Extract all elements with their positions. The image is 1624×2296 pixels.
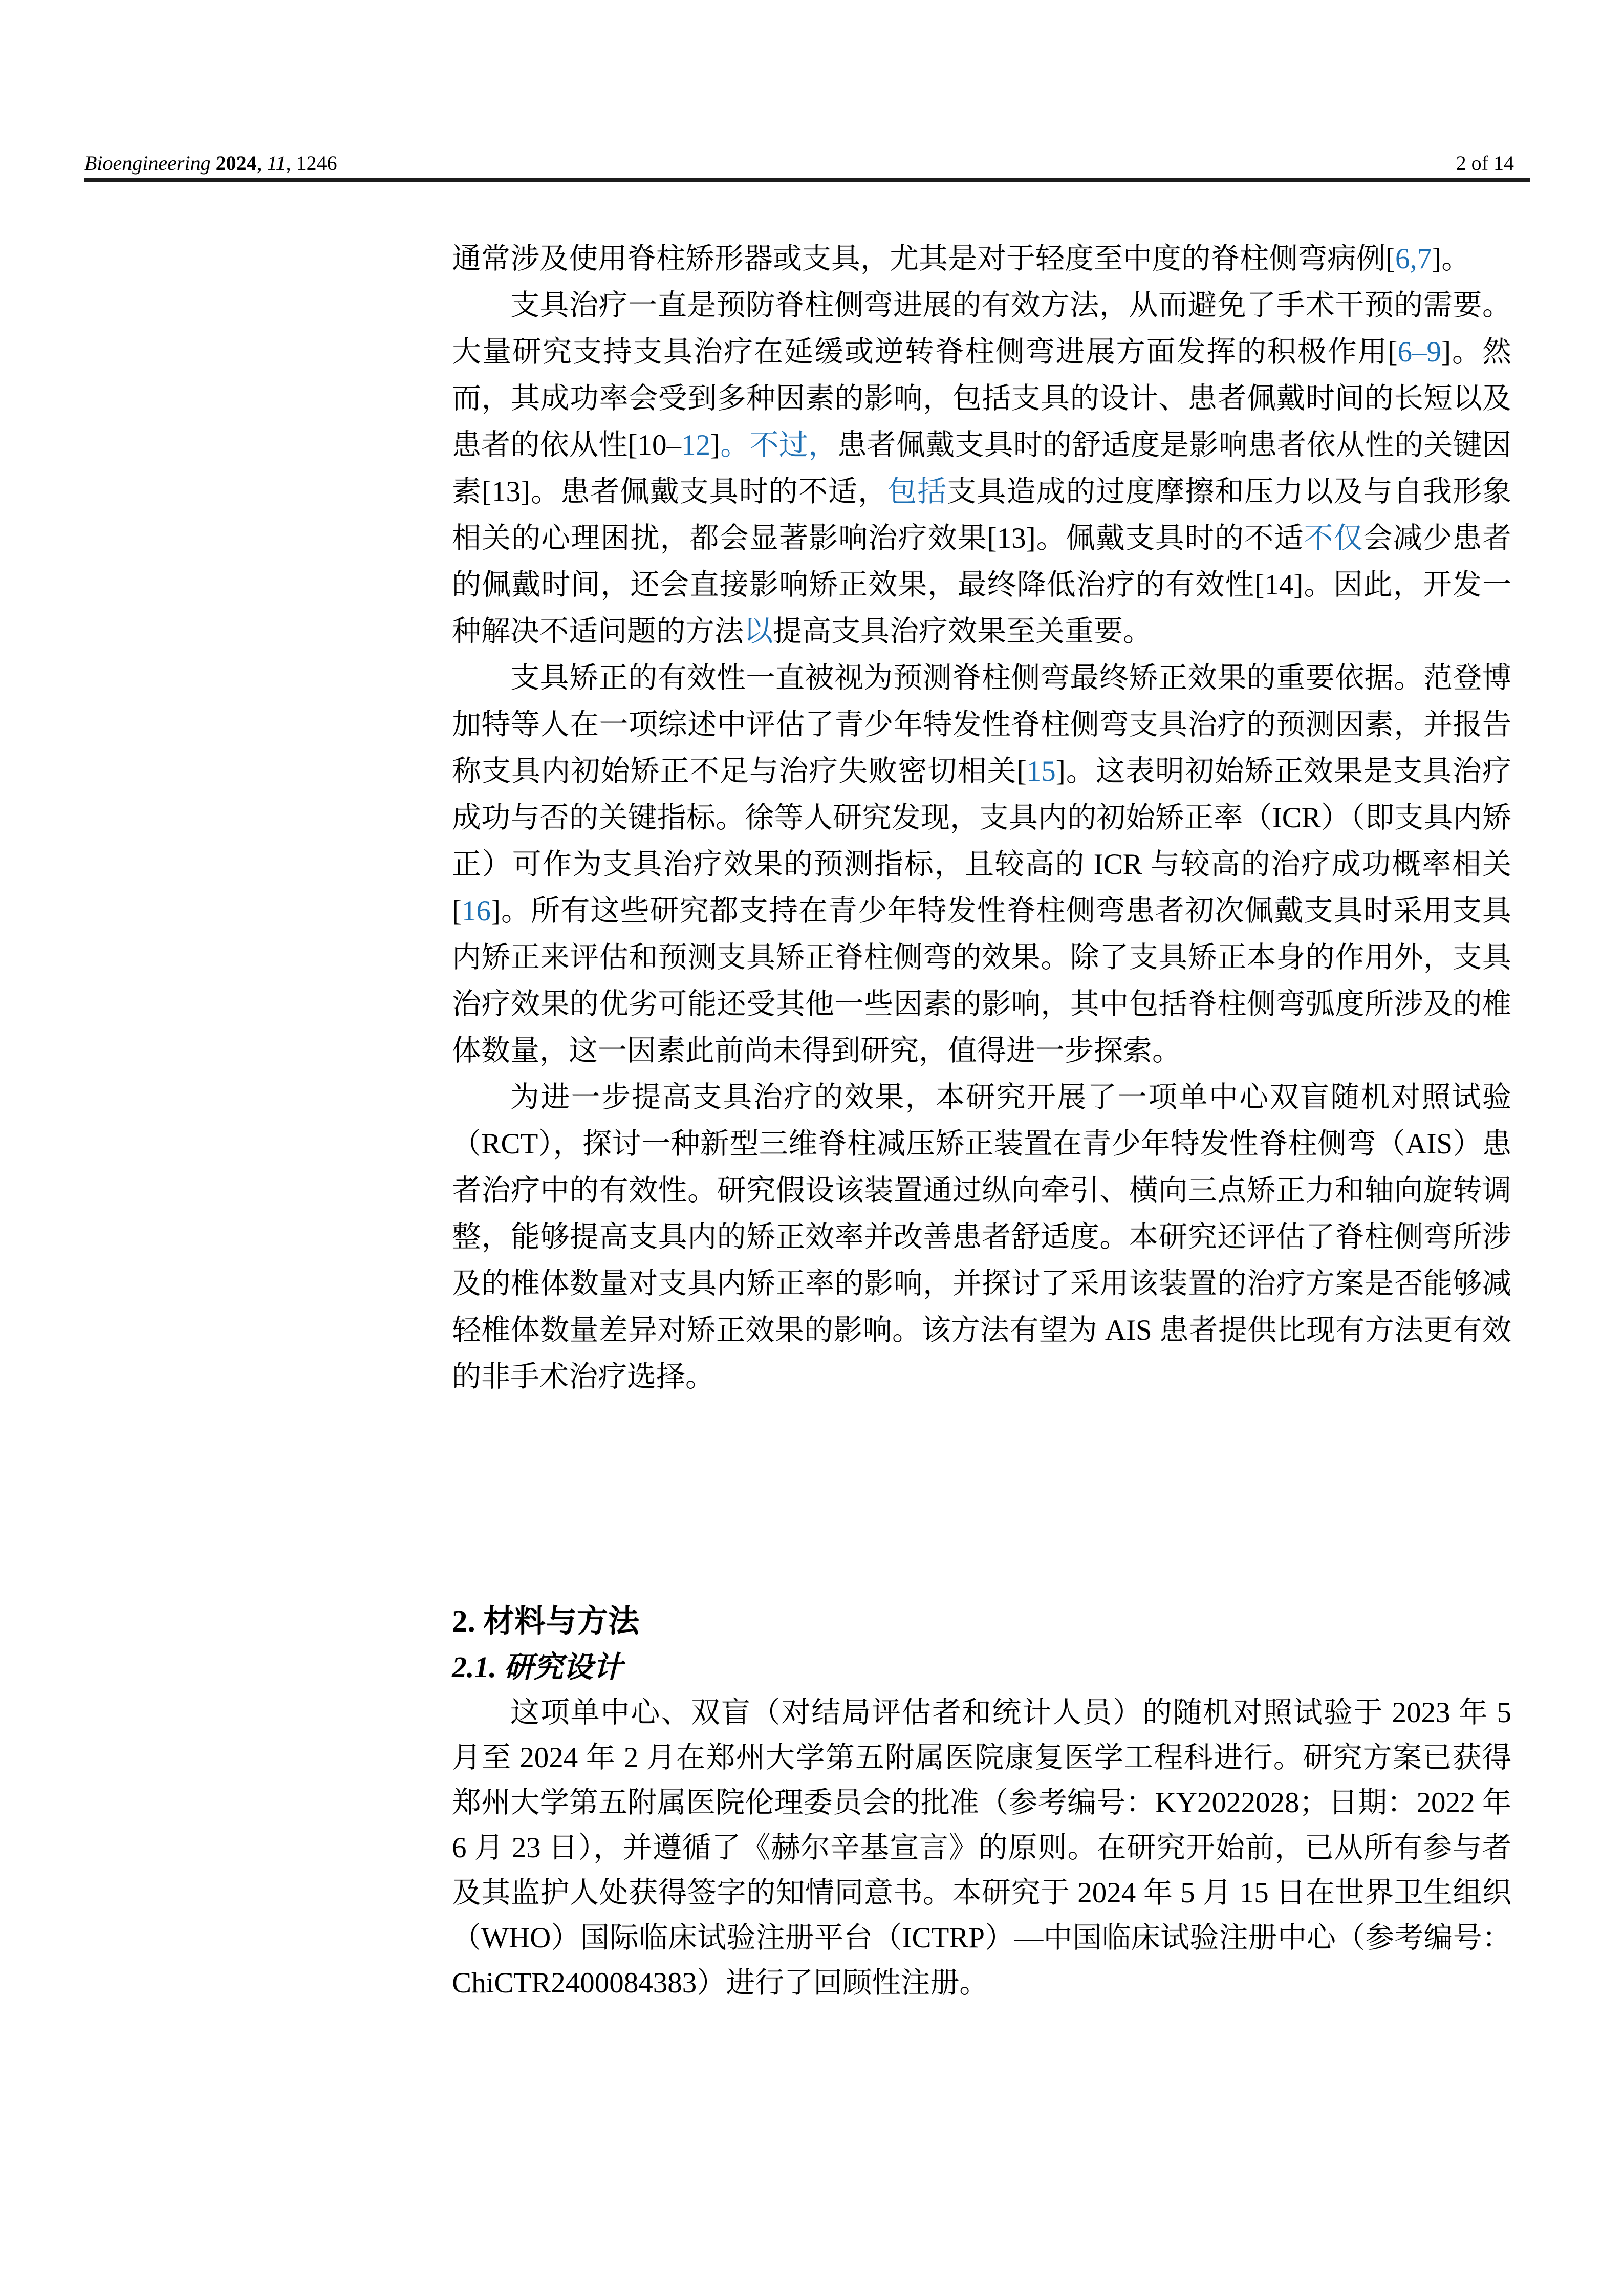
highlighted-text: 以 [744,615,773,648]
paragraph [452,1690,1511,2006]
citation-link[interactable]: 15 [1026,755,1056,787]
text-segment: ]。 [1432,243,1471,275]
highlighted-text: 。不过， [720,429,838,461]
journal-name: Bioengineering [84,152,211,175]
citation-link[interactable]: 6,7 [1395,243,1432,275]
text-segment: 这项单中心、双盲（对结局评估者和统计人员）的随机对照试验于 2023 年 5 月至 2024 年 2 月在郑州大学第五附属医院康复医学工程科进行。研究方案已获得郑州大学第五附属医院伦理委员会的批准（参考编号：KY2022028；日期：2022 年 6 月 23 日），并遵循了《赫尔辛基宣言》的原则。在研究开始前，已从所有参与者及其监护人处获得签字的知情同意书。本研究于 2024 年 5 月 15 日在世界卫生组织（WHO）国际临床试验注册平台（ICTRP）—中国临床试验注册中心（参考编号：ChiCTR2400084383）进行了回顾性注册。 [452,1697,1511,1999]
article-number: , 1246 [286,152,337,175]
header-rule [84,178,1530,182]
page-number: 2 of 14 [1456,152,1514,175]
text-segment: ]。所有这些研究都支持在青少年特发性脊柱侧弯患者初次佩戴支具时采用支具内矫正来评估和预测支具矫正脊柱侧弯的效果。除了支具矫正本身的作用外，支具治疗效果的优劣可能还受其他一些因素的影响，其中包括脊柱侧弯弧度所涉及的椎体数量，这一因素此前尚未得到研究，值得进一步探索。 [452,895,1511,1067]
body-column [452,235,1511,1400]
separator: , [256,152,267,175]
text-segment: 通常涉及使用脊柱矫形器或支具，尤其是对于轻度至中度的脊柱侧弯病例[ [452,243,1395,275]
paragraph [452,1074,1511,1400]
text-segment: ]。然而，其成功率会受到多种因素的影响，包括支具的设计、患者佩戴时间的长短以及患者的依从性[10– [452,336,1511,461]
text-segment: ]。这表明初始矫正效果是支具治疗成功与否的关键指标。徐等人研究发现，支具内的初始矫正率（ICR）（即支具内矫正）可作为支具治疗效果的预测指标，且较高的 ICR 与较高的治疗成功概率相关[ [452,755,1512,927]
section-heading: 2. 材料与方法 [452,1604,640,1639]
journal-citation [84,151,337,176]
paragraph [452,655,1511,1074]
text-segment: 支具造成的过度摩擦和压力以及与自我形象相关的心理困扰，都会显著影响治疗效果[13]。佩戴支具时的不适 [452,476,1512,554]
text-segment: 提高支具治疗效果至关重要。 [773,615,1152,648]
text-segment: ] [710,429,721,461]
citation-link[interactable]: 6–9 [1397,336,1442,368]
highlighted-text: 包括 [887,476,947,508]
text-segment: 支具治疗一直是预防脊柱侧弯进展的有效方法，从而避免了手术干预的需要。大量研究支持支具治疗在延缓或逆转脊柱侧弯进展方面发挥的积极作用[ [452,289,1511,368]
page-header [84,151,1514,176]
text-segment: 为进一步提高支具治疗的效果，本研究开展了一项单中心双盲随机对照试验（RCT），探讨一种新型三维脊柱减压矫正装置在青少年特发性脊柱侧弯（AIS）患者治疗中的有效性。研究假设该装置通过纵向牵引、横向三点矫正力和轴向旋转调整，能够提高支具内的矫正效率并改善患者舒适度。本研究还评估了脊柱侧弯所涉及的椎体数量对支具内矫正率的影响，并探讨了采用该装置的治疗方案是否能够减轻椎体数量差异对矫正效果的影响。该方法有望为 AIS 患者提供比现有方法更有效的非手术治疗选择。 [452,1081,1511,1393]
journal-volume: 11 [267,152,286,175]
paragraph [452,282,1511,655]
citation-link[interactable]: 16 [461,895,491,927]
text-segment: 支具矫正的有效性一直被视为预测脊柱侧弯最终矫正效果的重要依据。范登博加特等人在一项综述中评估了青少年特发性脊柱侧弯支具治疗的预测因素，并报告称支具内初始矫正不足与治疗失败密切相关[ [452,662,1511,787]
text-segment: 会减少患者的佩戴时间，还会直接影响矫正效果，最终降低治疗的有效性[14]。因此，开发一种解决不适问题的方法 [452,522,1512,648]
citation-link[interactable]: 12 [681,429,711,461]
paragraph [452,235,1511,282]
highlighted-text: 不仅 [1304,522,1363,554]
journal-year: 2024 [210,152,257,175]
text-segment: 患者佩戴支具时的舒适度是影响患者依从性的关键因素[13]。患者佩戴支具时的不适， [452,429,1512,508]
subsection-heading: 2.1. 研究设计 [452,1650,623,1684]
